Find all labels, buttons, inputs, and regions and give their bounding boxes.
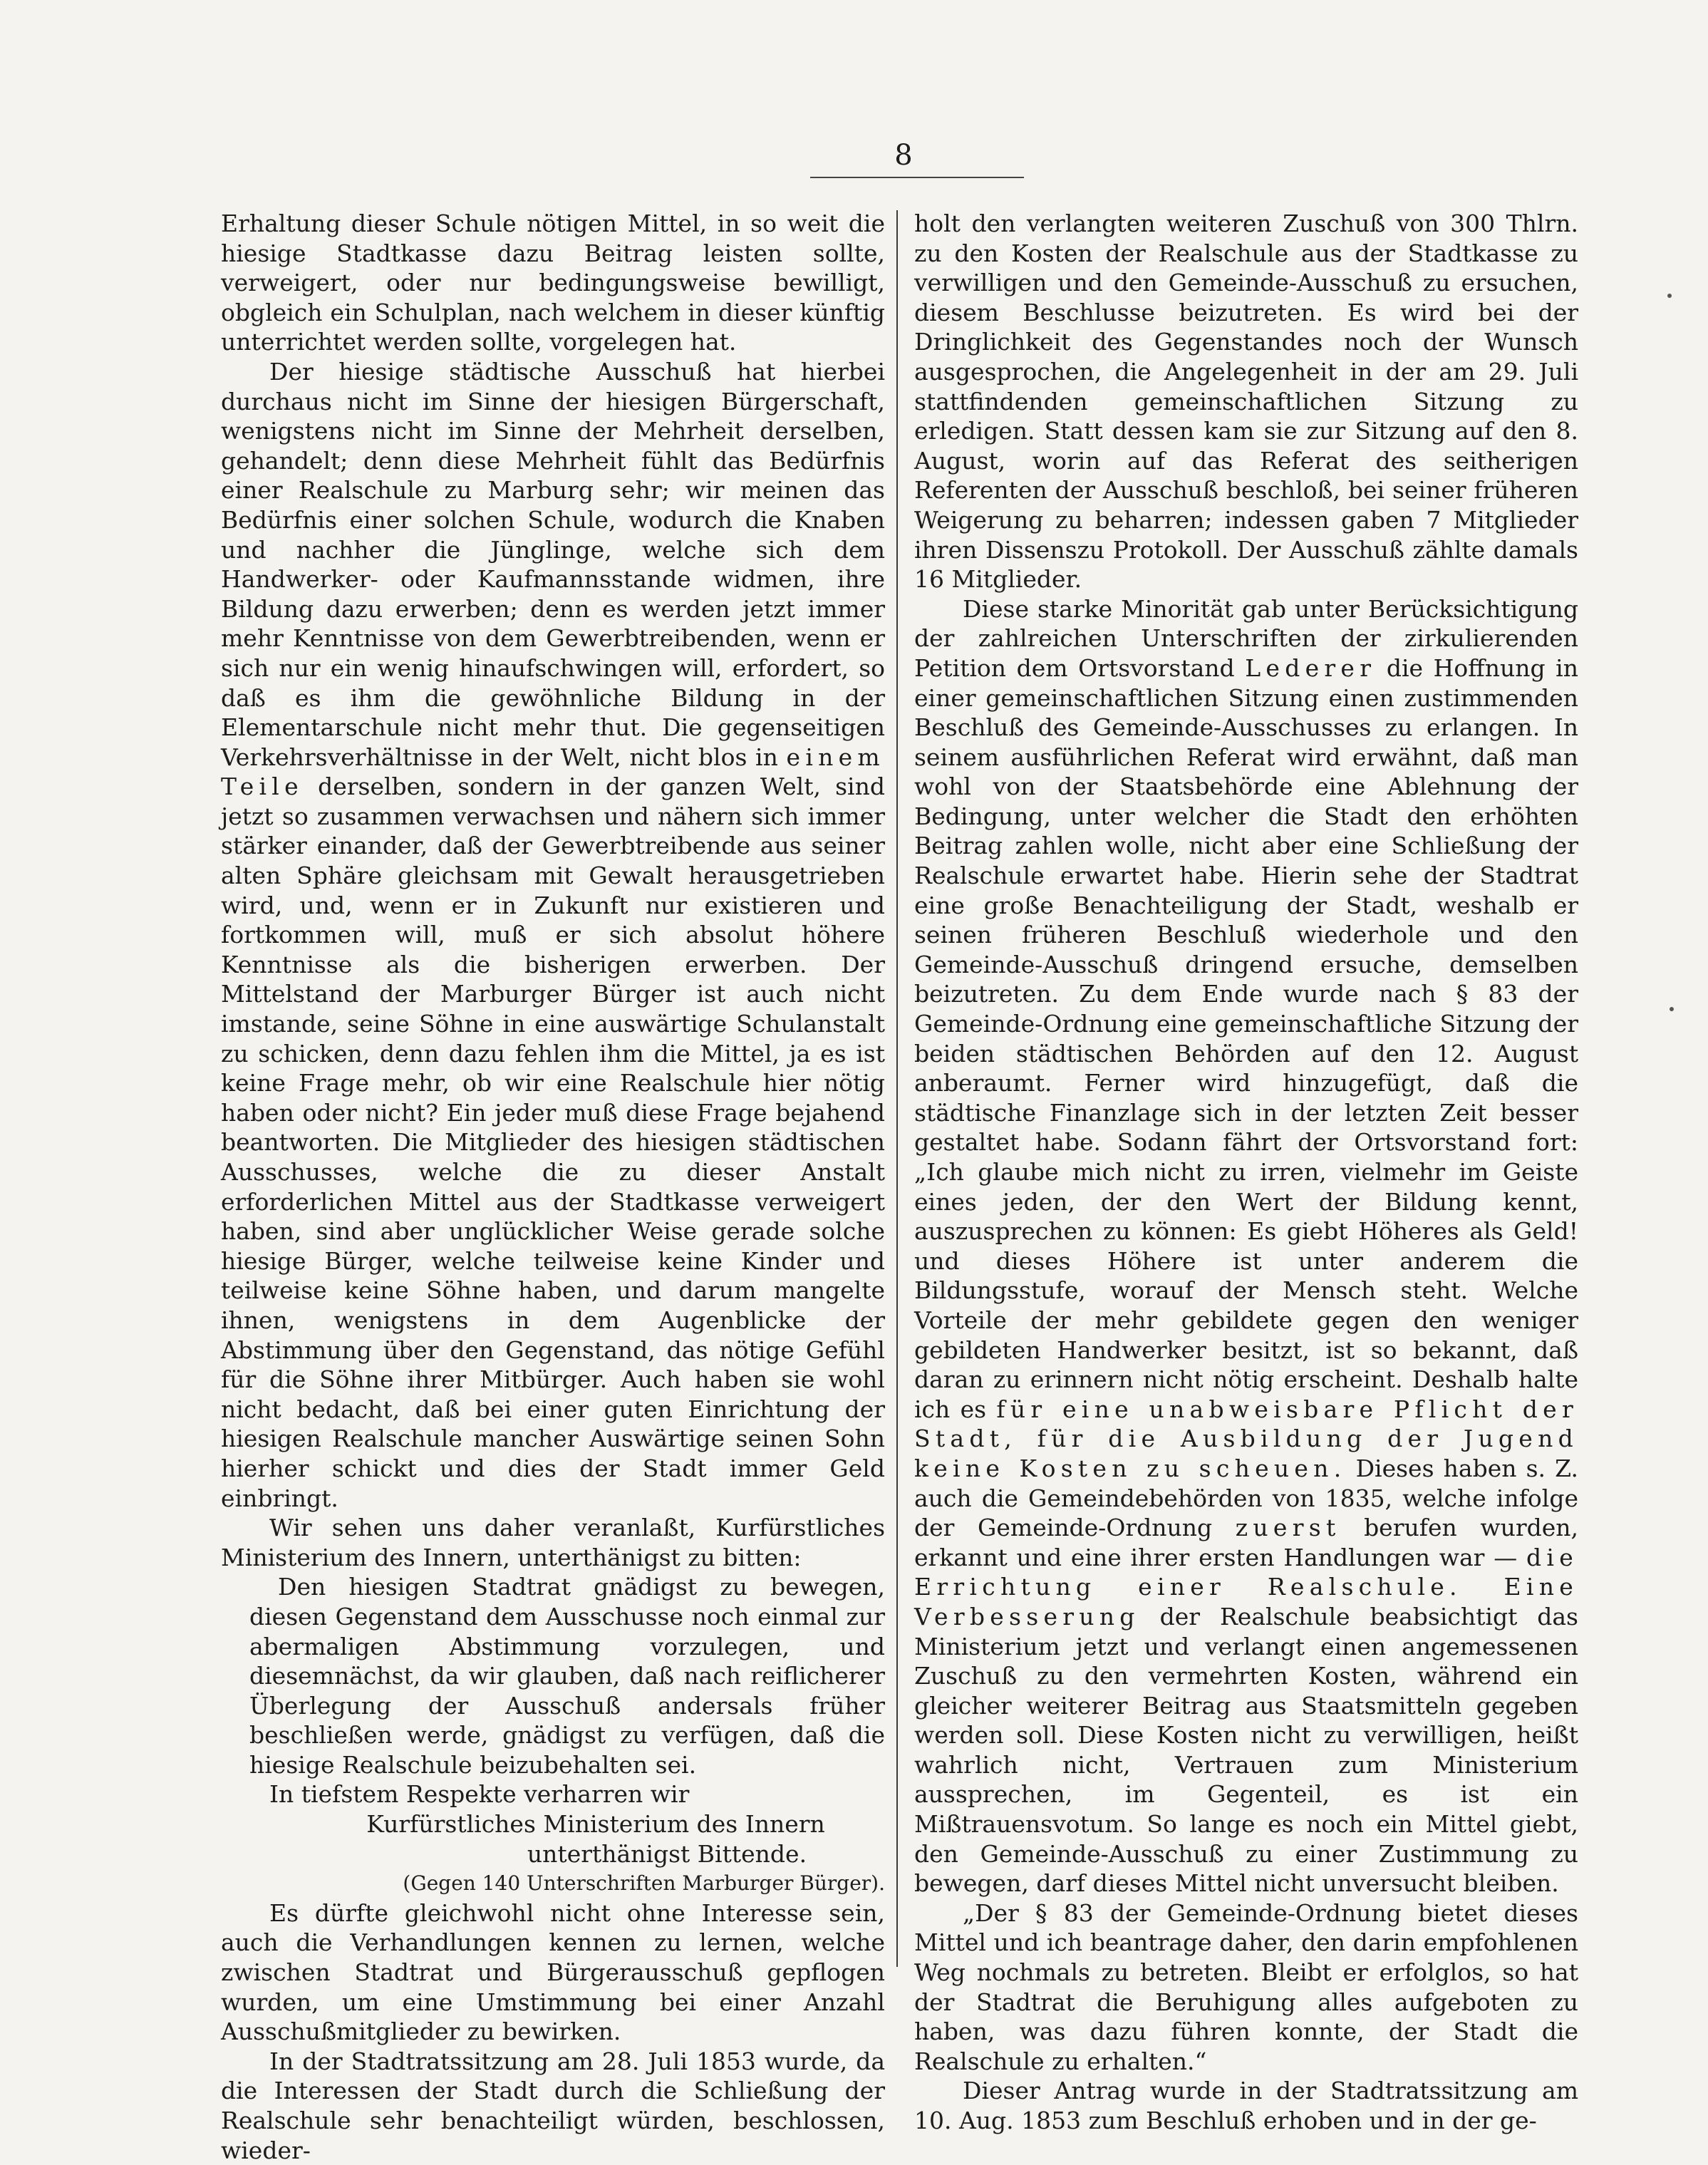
text-run: derselben, sondern in der ganzen Welt, sind jetzt so zusammen verwachsen und nähern sich immer stärker einander, daß der Gewerbtreibende aus seiner alten Sphäre gleichsam mit Gewalt herausgetrieben wird, und, wenn er in Zukunft nur existieren und fortkommen will, muß er sich absolut höhere Kenntnisse als die bisherigen erwerben. Der Mittelstand der Marburger Bürger ist auch nicht imstande, seine Söhne in eine auswärtige Schulanstalt zu schicken, denn dazu fehlen ihm die Mittel, ja es ist keine Frage mehr, ob wir eine Realschule hier nötig haben oder nicht? Ein jeder muß diese Frage bejahend beantworten. Die Mitglieder des hiesigen städtischen Ausschusses, welche die zu dieser Anstalt erforderlichen Mittel aus der Stadtkasse verweigert haben, sind aber unglücklicher Weise gerade solche hiesige Bürger, welche teilweise keine Kinder und teilweise keine Söhne haben, und darum mangelte ihnen, wenigstens in dem Augenblicke der Abstimmung über den Gegenstand, das nötige Gefühl für die Söhne ihrer Mitbürger. Auch haben sie wohl nicht bedacht, daß bei einer guten Einrichtung der hiesigen Realschule mancher Auswärtige seinen Sohn hierher schickt und dies der Stadt immer Geld einbringt. [221,773,885,1512]
paragraph: Wir sehen uns daher veranlaßt, Kurfürstliches Ministerium des Innern, unterthänigst zu bitten: [221,1514,885,1571]
column-divider [896,210,898,1967]
closing-formula: In tiefstem Respekte verharren wir [269,1780,690,1809]
text-run: Dieses haben s. Z. auch die Gemeindebehörden von 1835, welche infolge der Gemeinde-Ordnung [914,1454,1578,1542]
paragraph: In der Stadtratssitzung am 28. Juli 1853 wurde, da die Interessen der Stadt durch die Schließung der Realschule sehr benachteiligt würden, beschlossen, wieder- [221,2047,885,2164]
citation-note: (Gegen 140 Unterschriften Marburger Bürger). [403,1871,885,1896]
text-run: Diese starke Minorität gab unter Berücksichtigung der zahlreichen Unterschriften der zirkulierenden Petition dem Ortsvorstand [914,594,1578,682]
signature-line: unterthänigst Bittende. [527,1839,807,1868]
text-run: die Hoffnung in einer gemeinschaftlichen Sitzung einen zustimmenden Beschluß des Gemeinde-Ausschusses zu erlangen. In seinem ausführlichen Referat wird erwähnt, daß man wohl von der Staatsbehörde eine Ablehnung der Bedingung, unter welcher die Stadt den erhöhten Beitrag zahlen wolle, nicht aber eine Schließung der Realschule erwartet habe. Hierin sehe der Stadtrat eine große Benachteiligung der Stadt, weshalb er seinen früheren Beschluß wiederhole und den Gemeinde-Ausschuß dringend ersuche, demselben beizutreten. Zu dem Ende wurde nach § 83 der Gemeinde-Ordnung eine gemeinschaftliche Sitzung der beiden städtischen Behörden auf den 12. August anberaumt. Ferner wird hinzugefügt, daß die städtische Finanzlage sich in der letzten Zeit besser gestaltet habe. Sodann fährt der Ortsvorstand fort: „Ich glaube mich nicht zu irren, vielmehr im Geiste eines jeden, der den Wert der Bildung kennt, auszusprechen zu können: Es giebt Höheres als Geld! und dieses Höhere ist unter anderem die Bildungsstufe, worauf der Mensch steht. Welche Vorteile der mehr gebildete gegen den weniger gebildeten Handwerker besitzt, ist so bekannt, daß daran zu erinnern nicht nötig erscheint. Deshalb halte ich es [914,653,1578,1423]
page-number: 8 [894,139,913,172]
paragraph: Dieser Antrag wurde in der Stadtratssitzung am 10. Aug. 1853 zum Beschluß erhoben und in der ge- [914,2077,1578,2134]
left-column [221,209,885,2165]
emphasized-text: einem Teile [221,743,885,801]
paragraph: holt den verlangten weiteren Zuschuß von 300 Thlrn. zu den Kosten der Realschule aus der Stadtkasse zu verwilligen und den Gemeinde-Ausschuß zu ersuchen, diesem Beschlusse beizutreten. Es wird bei der Dringlichkeit des Gegenstandes noch der Wunsch ausgesprochen, die Angelegenheit in der am 29. Juli stattfindenden gemeinschaftlichen Sitzung zu erledigen. Statt dessen kam sie zur Sitzung auf den 8. August, worin auf das Referat des seitherigen Referenten der Ausschuß beschloß, bei seiner früheren Weigerung zu beharren; indessen gaben 7 Mitglieder ihren Dissenszu Protokoll. Der Ausschuß zählte damals 16 Mitglieder. [914,210,1578,594]
emphasized-name: Lederer [1245,653,1377,682]
paper-speck [1670,1007,1674,1011]
paragraph [221,357,885,1513]
paragraph [914,594,1578,1898]
emphasized-text: die Errichtung einer Realschule. Eine Verbesserung [914,1543,1578,1631]
header-rule [810,177,1024,178]
text-run: Der hiesige städtische Ausschuß hat hierbei durchaus nicht im Sinne der hiesigen Bürgerschaft, wenigstens nicht im Sinne der Mehrheit derselben, gehandelt; denn diese Mehrheit fühlt das Bedürfnis einer Realschule zu Marburg sehr; wir meinen das Bedürfnis einer solchen Schule, wodurch die Knaben und nachher die Jünglinge, welche sich dem Handwerker- oder Kaufmannsstande widmen, ihre Bildung dazu erwerben; denn es werden jetzt immer mehr Kenntnisse von dem Gewerbtreibenden, wenn er sich nur ein wenig hinaufschwingen will, erfordert, so daß es ihm die gewöhnliche Bildung in der Elementarschule nicht mehr thut. Die gegenseitigen Verkehrsverhältnisse in der Welt, nicht blos in [221,357,885,771]
paragraph: „Der § 83 der Gemeinde-Ordnung bietet dieses Mittel und ich beantrage daher, den darin empfohlenen Weg nochmals zu betreten. Bleibt er erfolglos, so hat der Stadtrat die Beruhigung alles aufgeboten zu haben, was dazu führen konnte, der Stadt die Realschule zu erhalten.“ [914,1898,1578,2075]
right-column [914,209,1578,2136]
paragraph: Erhaltung dieser Schule nötigen Mittel, in so weit die hiesige Stadtkasse dazu Beitrag leisten sollte, verweigert, oder nur bedingungsweise bewilligt, obgleich ein Schulplan, nach welchem in dieser künftig unterrichtet werden sollte, vorgelegen hat. [221,210,885,356]
paragraph: Es dürfte gleichwohl nicht ohne Interesse sein, auch die Verhandlungen kennen zu lernen, welche zwischen Stadtrat und Bürgerausschuß gepflogen wurden, um eine Umstimmung bei einer Anzahl Ausschußmitglieder zu bewirken. [221,1898,885,2046]
emphasized-text: für eine unabweisbare Pflicht der Stadt, für die Ausbildung der Jugend keine Kosten zu scheuen. [914,1395,1578,1482]
petition-request: Den hiesigen Stadtrat gnädigst zu bewegen, diesen Gegenstand dem Ausschusse noch einmal zur abermaligen Abstimmung vorzulegen, und diesemnächst, da wir glauben, daß nach reiflicherer Überlegung der Ausschuß andersals früher beschließen werde, gnädigst zu verfügen, daß die hiesige Realschule beizubehalten sei. [249,1573,885,1779]
paper-speck [1667,294,1672,298]
text-run: der Realschule beabsichtigt das Ministerium jetzt und verlangt einen angemessenen Zuschuß zu den vermehrten Kosten, während ein gleicher weiterer Beitrag aus Staatsmitteln gegeben werden soll. Diese Kosten nicht zu verwilligen, heißt wahrlich nicht, Vertrauen zum Ministerium aussprechen, im Gegenteil, es ist ein Mißtrauensvotum. So lange es noch ein Mittel giebt, den Gemeinde-Ausschuß zu einer Zustimmung zu bewegen, darf dieses Mittel nicht unversucht bleiben. [914,1602,1578,1898]
emphasized-text: zuerst [1235,1514,1341,1542]
addressee-line: Kurfürstliches Ministerium des Innern [366,1810,825,1839]
text-run: berufen wurden, erkannt und eine ihrer ersten Handlungen war — [914,1514,1578,1571]
